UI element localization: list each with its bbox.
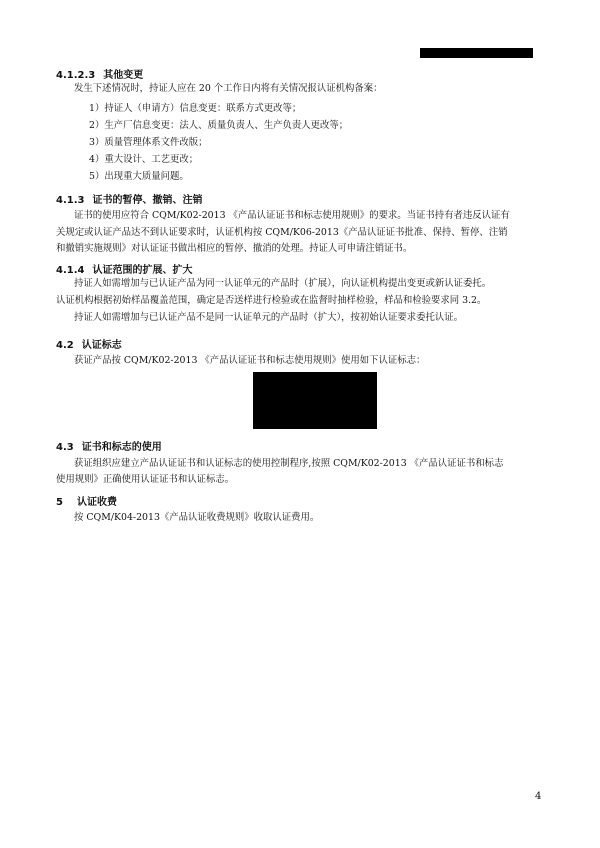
paragraph-line: 获证产品按 CQM/K02-2013 《产品认证证书和标志使用规则》使用如下认证标志：	[74, 355, 426, 366]
section-title: 其他变更	[103, 70, 144, 81]
section-number: 4.1.4	[56, 265, 85, 276]
section-title: 证书的暂停、撤销、注销	[92, 195, 203, 206]
paragraph-line: 持证人如需增加与已认证产品为同一认证单元的产品时（扩展），向认证机构提出变更或新认证委托。	[74, 278, 492, 289]
section-heading-4-2	[56, 336, 122, 351]
section-number: 4.1.2.3	[56, 70, 96, 81]
redacted-header-block	[420, 48, 533, 58]
section-heading-4-1-2-3	[56, 66, 143, 81]
section-number: 5	[56, 497, 63, 508]
section-title: 认证标志	[81, 340, 122, 351]
list-item: 3）质量管理体系文件改版；	[89, 137, 208, 148]
section-title: 认证收费	[76, 497, 117, 508]
paragraph-line: 按 CQM/K04-2013《产品认证收费规则》收取认证费用。	[74, 512, 320, 523]
list-item: 1）持证人（申请方）信息变更：联系方式更改等；	[89, 103, 302, 114]
page-number: 4	[535, 791, 542, 802]
section-heading-4-3	[56, 438, 162, 453]
paragraph-line: 认证机构根据初始样品覆盖范围，确定是否送样进行检验或在监督时抽样检验，样品和检验要求同 3.2。	[56, 295, 487, 306]
paragraph-line: 和撤销实施规则》对认证证书做出相应的暂停、撤消的处理。持证人可申请注销证书。	[56, 243, 413, 254]
list-item: 4）重大设计、工艺更改；	[89, 154, 199, 165]
list-item: 2）生产厂信息变更：法人、质量负责人、生产负责人更改等；	[89, 120, 349, 131]
paragraph-line: 持证人如需增加与已认证产品不是同一认证单元的产品时（扩大），按初始认证要求委托认证。	[74, 312, 464, 323]
section-title: 认证范围的扩展、扩大	[92, 265, 193, 276]
section-number: 4.3	[56, 442, 74, 453]
section-heading-4-1-3	[56, 191, 202, 206]
section-heading-4-1-4	[56, 261, 192, 276]
paragraph-line: 获证组织应建立产品认证证书和认证标志的使用控制程序,按照 CQM/K02-2013 《产品认证证书和标志	[74, 458, 504, 469]
section-title: 证书和标志的使用	[81, 442, 162, 453]
section-number: 4.2	[56, 340, 74, 351]
redacted-certification-mark	[253, 372, 377, 429]
paragraph-line: 使用规则》正确使用认证证书和认证标志。	[56, 474, 235, 485]
section-number: 4.1.3	[56, 195, 85, 206]
list-item: 5）出现重大质量问题。	[89, 171, 189, 182]
paragraph-intro: 发生下述情况时，持证人应在 20 个工作日内将有关情况报认证机构备案：	[74, 83, 383, 94]
paragraph-line: 证书的使用应符合 CQM/K02-2013 《产品认证证书和标志使用规则》的要求。当证书持有者违反认证有	[74, 210, 510, 221]
section-heading-5	[56, 493, 117, 508]
paragraph-line: 关规定或认证产品达不到认证要求时，认证机构按 CQM/K06-2013《产品认证证书批准、保持、暂停、注销	[56, 227, 508, 238]
